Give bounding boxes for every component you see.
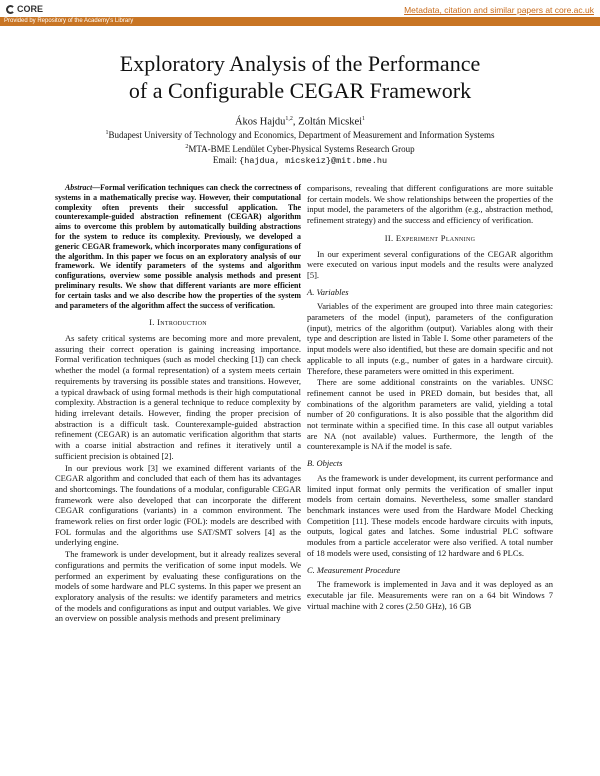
abstract [55,183,301,310]
intro-paragraph-3: The framework is under development, but it already realizes several configurations and permits the verification of some input models. We performed an experiment by evaluating these configurations on the models of some hardware and PLC systems. In this paper we present an exploratory analysis of the results: we identify parameters and metrics of the models and configurations as input and output variables. We give an overview on possible analysis methods and present preliminary [55,549,301,624]
subsection-heading-measurement: C. Measurement Procedure [307,564,401,575]
measurement-paragraph-1: The framework is implemented in Java and it was deployed as an executable jar file. Measurements were ran on a 64 bit Windows 7 virtual machine with 2 cores (2.50 GHz), 16 GB [307,579,553,611]
title-line-2: of a Configurable CEGAR Framework [128,78,472,103]
subsection-heading-objects: B. Objects [307,458,343,469]
right-column [307,183,553,612]
abstract-label: Abstract [65,183,93,192]
variables-paragraph-1: Variables of the experiment are grouped into three main categories: parameters of the model (input), parameters of the configuration (input), metrics of the algorithm (output). Variables along with their type and description are listed in Table I. Some other parameters of the input models were also identified, but these are domain specific and not applicable to all inputs (e.g., number of gates in a hardware circuit). Therefore, these parameters were omitted in this experiment. [307,301,553,376]
right-paragraph-0: comparisons, revealing that different configurations are more suitable for certain models. We show relationships between the properties of the input model, the parameters of the algorithm (e.g., abstraction method, refinement strategy) and the success and efficiency of verification. [307,183,553,226]
objects-paragraph-1: As the framework is under development, its current performance and limited input format only permits the verification of smaller input models from certain domains. Nevertheless, some smaller standard benchmark instances were used from the Hardware Model Checking Competition [11]. These models encode hardware circuits with inputs, outputs, logical gates and latches. Some industrial PLC software modules from a particle accelerator were also verified. A total number of 18 models were used, consisting of 12 hardware and 6 PLCs. [307,472,553,558]
core-logo[interactable] [6,4,43,14]
provider-bar [0,17,600,26]
provider-text: Provided by Repository of the Academy's Library [4,18,134,24]
core-logo-icon [6,5,15,14]
affiliations [40,128,560,168]
core-metadata-link[interactable]: Metadata, citation and similar papers at core.ac.uk [404,5,594,15]
variables-paragraph-2: There are some additional constraints on the variables. UNSC refinement cannot be used in PRED domain, but besides that, all combinations of the algorithm parameters are valid, yielding a total number of 20 configurations. It is also possible that the algorithm did not terminate within a specified time. In this case all output variables are NA (not available) values. Furthermore, the length of the counterexample is NA if the model is safe. [307,377,553,452]
subsection-heading-variables: A. Variables [307,286,349,297]
core-label: CORE [17,4,44,14]
planning-paragraph-1: In our experiment several configurations of the CEGAR algorithm were executed on various input models and the results were analyzed [5]. [307,248,553,280]
email-prefix: Email: [212,155,240,165]
paper-title [40,50,560,104]
affiliation-1: $^1$Budapest University of Technology and Economics, Department of Measurement and Information Systems [105,130,495,140]
affiliation-2: $^2$MTA-BME Lendület Cyber-Physical Systems Research Group [185,143,415,154]
email-address[interactable]: {hajdua, micskeiz}@mit.bme.hu [239,156,388,166]
left-column [55,183,301,625]
authors: Ákos Hajdu$^{1,2}$, Zoltán Micskei$^1$ [234,116,366,128]
title-line-1: Exploratory Analysis of the Performance [119,51,481,76]
section-heading-experiment-planning: II. Experiment Planning [384,232,476,243]
intro-paragraph-2: In our previous work [3] we examined different variants of the CEGAR algorithm and concluded that each of them has its advantages and shortcomings. The foundations of a modular, configurable CEGAR framework were also developed that can incorporate the different CEGAR configurations (variants) in a common environment. The framework relies on first order logic (FOL): models are described with FOL formulas and the algorithms use SAT/SMT solvers [4] as the underlying engine. [55,462,301,548]
abstract-text: —Formal verification techniques can check the correctness of systems in a mathematically precise way. However, their computational complexity often prevents their successful application. The counterexample-guided abstraction refinement (CEGAR) algorithm aims to overcome this problem by automatically building abstractions for the system to reduce its complexity. Previously, we developed a generic CEGAR framework, which incorporates many configurations of the algorithm. In this paper we focus on an exploratory analysis of our framework. We identify parameters of the systems and algorithm configurations, overview some possible analysis methods and present preliminary results. We show that different variants are more efficient for certain tasks and we also describe how the properties of the system and parameters of the algorithm affect the success of verification. [55,183,301,310]
section-heading-introduction: I. Introduction [149,317,207,328]
intro-paragraph-1: As safety critical systems are becoming more and more prevalent, assuring their correct operation is gaining increasing importance. Formal verification techniques (such as model checking [1]) can check whether the model (a formal representation) of a system meets certain requirements by traversing its possible states and transitions. However, a typical drawback of using formal methods is their high computational complexity. Abstraction is a general technique to reduce complexity by hiding irrelevant details. However, finding the proper precision of abstraction is a difficult task. Counterexample-guided abstraction refinement (CEGAR) is an automatic verification algorithm that starts with a coarse initial abstraction and refines it iteratively until a sufficient precision is obtained [2]. [55,333,301,461]
email-line [40,155,560,168]
